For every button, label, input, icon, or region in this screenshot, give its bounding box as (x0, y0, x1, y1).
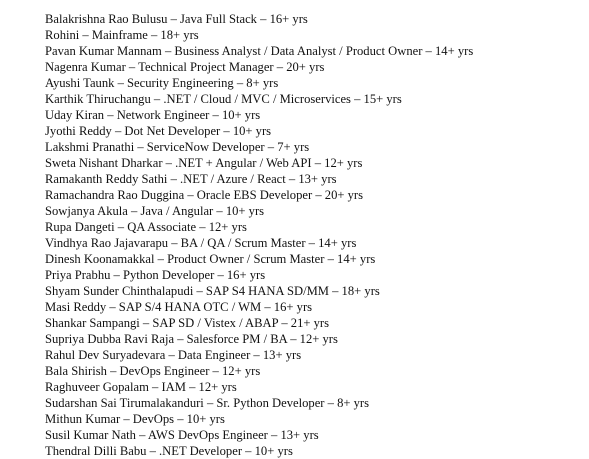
list-item: Ramakanth Reddy Sathi – .NET / Azure / React – 13+ yrs (45, 172, 337, 186)
list-item: Ayushi Taunk – Security Engineering – 8+ yrs (45, 76, 279, 90)
list-item: Priya Prabhu – Python Developer – 16+ yrs (45, 268, 266, 282)
list-item: Raghuveer Gopalam – IAM – 12+ yrs (45, 380, 237, 394)
list-item: Nagenra Kumar – Technical Project Manager – 20+ yrs (45, 60, 325, 74)
list-item: Rohini – Mainframe – 18+ yrs (45, 28, 199, 42)
list-item: Sowjanya Akula – Java / Angular – 10+ yrs (45, 204, 265, 218)
list-item: Lakshmi Pranathi – ServiceNow Developer – 7+ yrs (45, 140, 310, 154)
list-item: Masi Reddy – SAP S/4 HANA OTC / WM – 16+ yrs (45, 300, 313, 314)
list-item: Mithun Kumar – DevOps – 10+ yrs (45, 412, 225, 426)
list-item: Thendral Dilli Babu – .NET Developer – 10+ yrs (45, 444, 293, 458)
list-item: Sweta Nishant Dharkar – .NET + Angular / Web API – 12+ yrs (45, 156, 363, 170)
list-item: Rahul Dev Suryadevara – Data Engineer – 13+ yrs (45, 348, 302, 362)
list-item: Shankar Sampangi – SAP SD / Vistex / ABAP – 21+ yrs (45, 316, 330, 330)
list-item: Susil Kumar Nath – AWS DevOps Engineer – 13+ yrs (45, 428, 319, 442)
list-item: Pavan Kumar Mannam – Business Analyst / Data Analyst / Product Owner – 14+ yrs (45, 44, 474, 58)
candidate-list (45, 0, 585, 459)
list-item: Dinesh Koonamakkal – Product Owner / Scrum Master – 14+ yrs (45, 252, 376, 266)
list-item: Supriya Dubba Ravi Raja – Salesforce PM / BA – 12+ yrs (45, 332, 338, 346)
list-item: Uday Kiran – Network Engineer – 10+ yrs (45, 108, 261, 122)
list-item: Vindhya Rao Jajavarapu – BA / QA / Scrum Master – 14+ yrs (45, 236, 357, 250)
list-item: Karthik Thiruchangu – .NET / Cloud / MVC / Microservices – 15+ yrs (45, 92, 402, 106)
list-item: Rupa Dangeti – QA Associate – 12+ yrs (45, 220, 247, 234)
list-item: Jyothi Reddy – Dot Net Developer – 10+ yrs (45, 124, 272, 138)
list-item: Shyam Sunder Chinthalapudi – SAP S4 HANA SD/MM – 18+ yrs (45, 284, 380, 298)
list-item: Bala Shirish – DevOps Engineer – 12+ yrs (45, 364, 261, 378)
list-item (45, 0, 585, 11)
list-item: Ramachandra Rao Duggina – Oracle EBS Developer – 20+ yrs (45, 188, 364, 202)
list-item: Balakrishna Rao Bulusu – Java Full Stack – 16+ yrs (45, 12, 308, 26)
list-item: Sudarshan Sai Tirumalakanduri – Sr. Python Developer – 8+ yrs (45, 396, 370, 410)
